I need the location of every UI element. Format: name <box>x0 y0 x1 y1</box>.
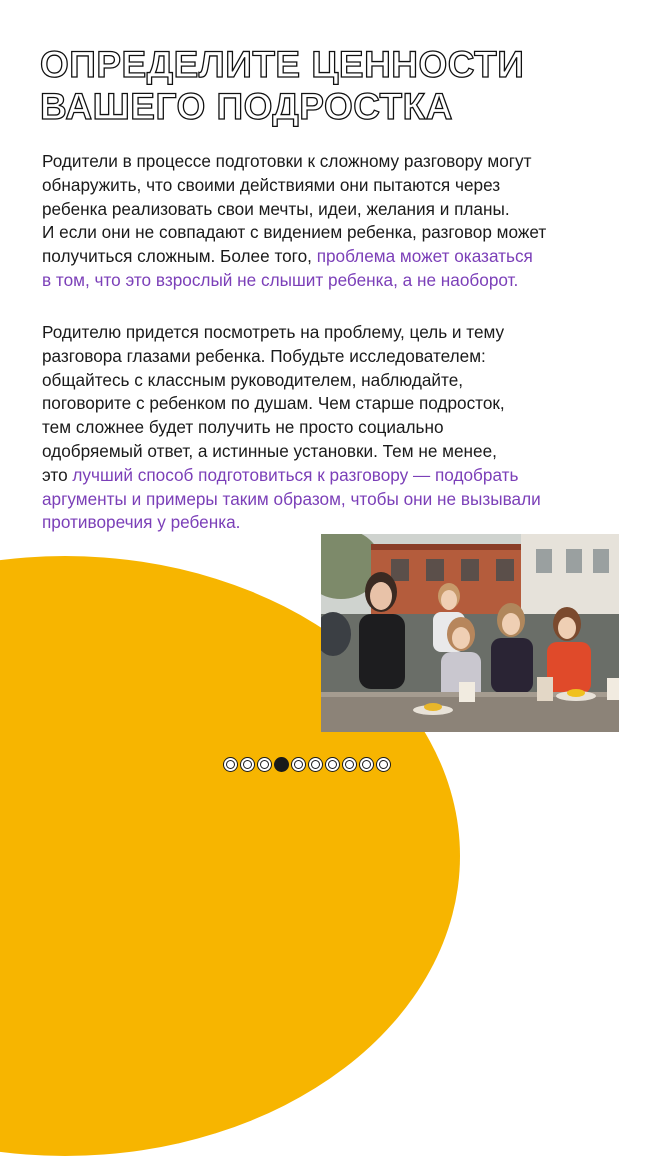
paragraph-1-line: И если они не совпадают с видением ребенка, разговор может <box>42 222 547 243</box>
paragraph-1-text: получиться сложным. Более того, <box>42 246 317 267</box>
paragraph-1-line: Родители в процессе подготовки к сложному разговору могут <box>42 151 532 171</box>
pagination-dot[interactable] <box>257 757 272 772</box>
paragraph-2-line <box>42 464 632 488</box>
pagination-dot-active[interactable] <box>274 757 289 772</box>
paragraph-2 <box>42 321 632 535</box>
paragraph-2-line: разговора глазами ребенка. Побудьте исследователем: <box>42 345 486 366</box>
pagination-dot[interactable] <box>240 757 255 772</box>
pagination-dot[interactable] <box>291 757 306 772</box>
paragraph-1-line: ребенка реализовать свои мечты, идеи, желания и планы. <box>42 198 510 219</box>
pagination-dot[interactable] <box>325 757 340 772</box>
title-line-2: ВАШЕГО ПОДРОСТКА <box>40 86 453 127</box>
children-photo <box>321 534 619 732</box>
paragraph-2-line: Родителю придется посмотреть на проблему, цель и тему <box>42 322 505 342</box>
highlighted-text: проблема может оказаться <box>316 246 533 267</box>
paragraph-2-line: общайтесь с классным руководителем, наблюдайте, <box>42 369 464 390</box>
pagination-dot[interactable] <box>308 757 323 772</box>
title-line-1: ОПРЕДЕЛИТЕ ЦЕННОСТИ <box>40 44 525 85</box>
paragraph-2-text: это <box>42 464 73 485</box>
pagination-dot[interactable] <box>342 757 357 772</box>
paragraph-2-line: одобряемый ответ, а истинные установки. Тем не менее, <box>42 440 497 461</box>
paragraph-2-line: тем сложнее будет получить не просто социально <box>42 417 444 438</box>
highlighted-text: лучший способ подготовиться к разговору — подобрать <box>72 464 519 485</box>
pagination-dot[interactable] <box>359 757 374 772</box>
paragraph-1-line <box>42 245 632 269</box>
pagination-dot[interactable] <box>376 757 391 772</box>
highlighted-text: в том, что это взрослый не слышит ребенка, а не наоборот. <box>42 269 519 290</box>
paragraph-1 <box>42 150 632 293</box>
paragraph-2-line: поговорите с ребенком по душам. Чем старше подросток, <box>42 393 505 414</box>
highlighted-text: противоречия у ребенка. <box>42 512 241 533</box>
paragraph-1-line: обнаружить, что своими действиями они пытаются через <box>42 174 501 195</box>
pagination-dot[interactable] <box>223 757 238 772</box>
highlighted-text: аргументы и примеры таким образом, чтобы они не вызывали <box>42 488 541 509</box>
page-title <box>40 44 524 128</box>
pagination-dots <box>223 757 391 777</box>
